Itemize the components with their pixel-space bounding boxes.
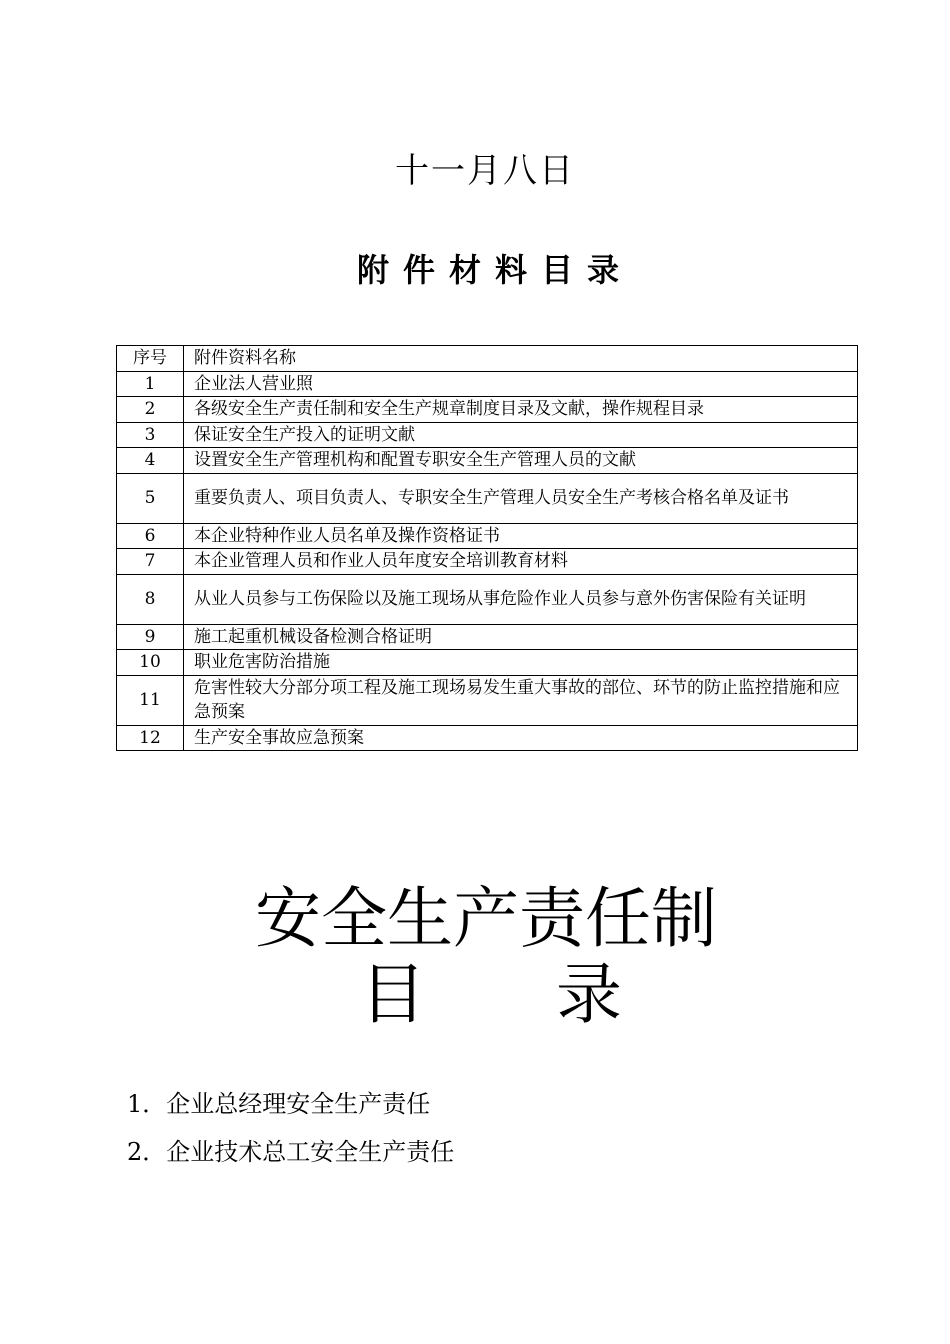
row-name: 本企业特种作业人员名单及操作资格证书 bbox=[184, 523, 858, 549]
row-num: 2 bbox=[117, 397, 184, 423]
subtitle-char-2: 录 bbox=[556, 956, 622, 1033]
list-item: 2．企业技术总工安全生产责任 bbox=[127, 1138, 455, 1166]
row-num: 11 bbox=[117, 675, 184, 725]
header-num: 序号 bbox=[117, 346, 184, 372]
header-name: 附件资料名称 bbox=[184, 346, 858, 372]
row-name: 重要负责人、项目负责人、专职安全生产管理人员安全生产考核合格名单及证书 bbox=[184, 473, 858, 523]
table-row bbox=[117, 675, 858, 725]
table-row bbox=[117, 473, 858, 523]
row-num: 9 bbox=[117, 624, 184, 650]
row-num: 4 bbox=[117, 448, 184, 474]
table-row bbox=[117, 371, 858, 397]
row-name: 本企业管理人员和作业人员年度安全培训教育材料 bbox=[184, 549, 858, 575]
row-name: 从业人员参与工伤保险以及施工现场从事危险作业人员参与意外伤害保险有关证明 bbox=[184, 574, 858, 624]
table-row bbox=[117, 397, 858, 423]
row-num: 10 bbox=[117, 650, 184, 676]
table-row bbox=[117, 650, 858, 676]
responsibility-list bbox=[127, 1084, 454, 1180]
subtitle-char-1: 目 bbox=[360, 956, 426, 1033]
row-name: 危害性较大分部分项工程及施工现场易发生重大事故的部位、环节的防止监控措施和应急预案 bbox=[184, 675, 858, 725]
row-name: 施工起重机械设备检测合格证明 bbox=[184, 624, 858, 650]
table-row bbox=[117, 574, 858, 624]
attachment-toc-heading: 附件材料目录 bbox=[356, 251, 633, 289]
row-name: 设置安全生产管理机构和配置专职安全生产管理人员的文献 bbox=[184, 448, 858, 474]
list-item: 1．企业总经理安全生产责任 bbox=[127, 1090, 431, 1118]
row-name: 各级安全生产责任制和安全生产规章制度目录及文献，操作规程目录 bbox=[184, 397, 858, 423]
row-num: 7 bbox=[117, 549, 184, 575]
row-name: 生产安全事故应急预案 bbox=[184, 725, 858, 751]
table-row bbox=[117, 523, 858, 549]
table-row bbox=[117, 549, 858, 575]
table-row bbox=[117, 725, 858, 751]
table-header-row bbox=[117, 346, 858, 372]
date-line: 十一月八日 bbox=[395, 151, 575, 191]
table-row bbox=[117, 624, 858, 650]
row-num: 5 bbox=[117, 473, 184, 523]
attachment-table bbox=[116, 345, 858, 751]
row-name: 保证安全生产投入的证明文献 bbox=[184, 422, 858, 448]
row-name: 职业危害防治措施 bbox=[184, 650, 858, 676]
table-row bbox=[117, 448, 858, 474]
row-num: 12 bbox=[117, 725, 184, 751]
row-num: 1 bbox=[117, 371, 184, 397]
row-num: 6 bbox=[117, 523, 184, 549]
row-num: 3 bbox=[117, 422, 184, 448]
section-title: 安全生产责任制 bbox=[255, 880, 717, 957]
row-num: 8 bbox=[117, 574, 184, 624]
row-name: 企业法人营业照 bbox=[184, 371, 858, 397]
table-row bbox=[117, 422, 858, 448]
